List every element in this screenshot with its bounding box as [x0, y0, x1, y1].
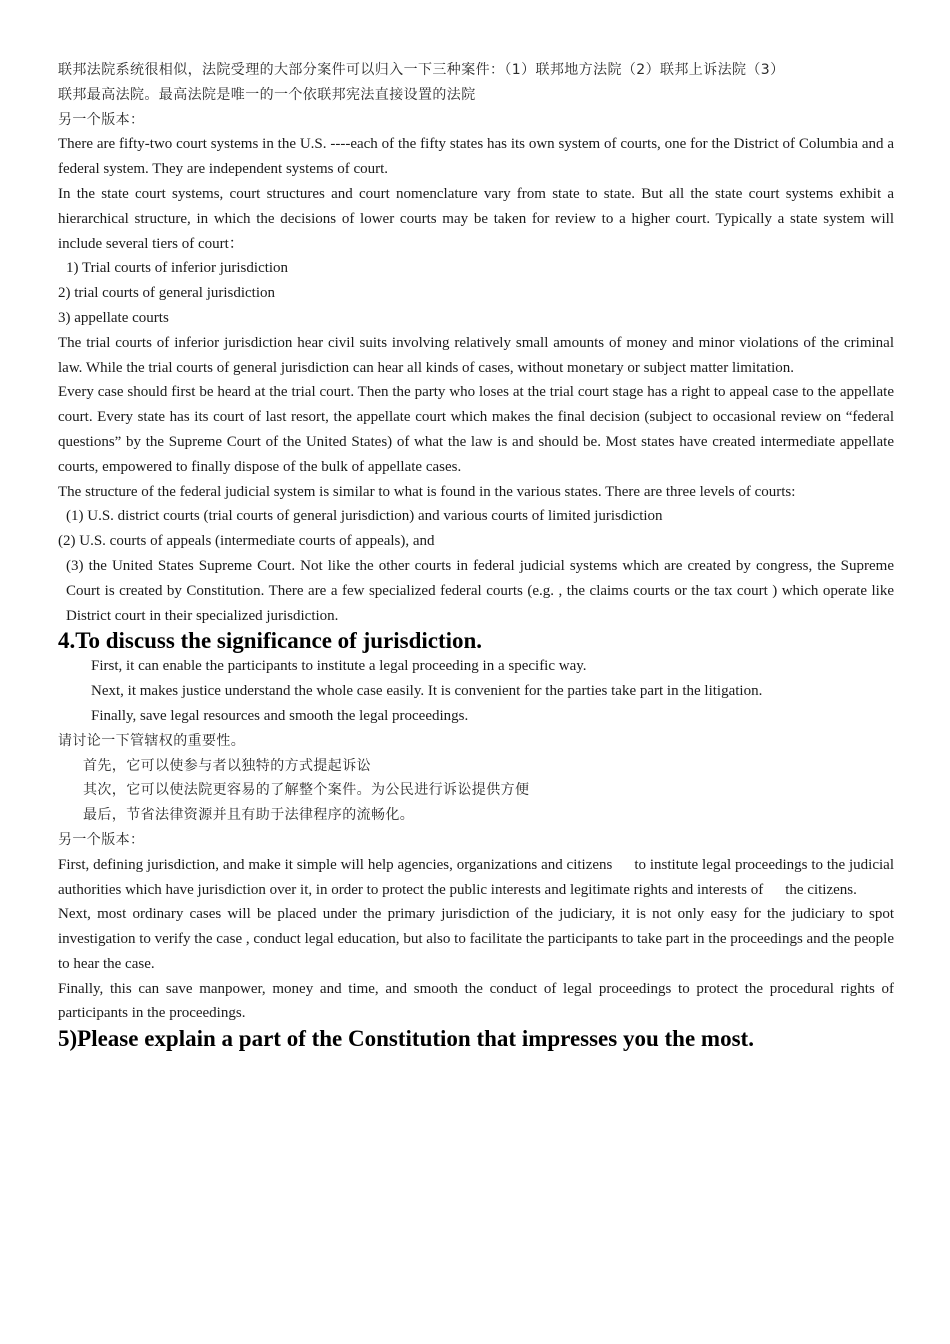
zh-title: 请讨论一下管辖权的重要性。 — [58, 732, 246, 749]
zh-intro-line-1: 联邦法院系统很相似，法院受理的大部分案件可以归入一下三种案件：（1）联邦地方法院（2）联邦上诉法院（3） — [58, 62, 785, 78]
zh-point-next: 其次，它可以使法院更容易的了解整个案件。为公民进行诉讼提供方便 — [83, 782, 530, 799]
en-point-first: First, it can enable the participants to institute a legal proceeding in a specific way. — [91, 658, 587, 675]
en-point-next: Next, it makes justice understand the whole case easily. It is convenient for the parties take part in the litigation. — [91, 683, 763, 700]
zh-intro-line-2: 联邦最高法院。最高法院是唯一的一个依联邦宪法直接设置的法院 — [58, 86, 476, 103]
alt-paragraph-first — [58, 853, 894, 903]
alt-paragraph-next: Next, most ordinary cases will be placed under the primary jurisdiction of the judiciary, it is not only easy for the judiciary to spot investigation to verify the case , conduct legal education, but also to facilitate the participants to take part in the proceedings and the people to hear the case. — [58, 906, 894, 972]
alt-version-label-2: 另一个版本： — [58, 831, 145, 848]
en-point-finally: Finally, save legal resources and smooth the legal proceedings. — [91, 707, 469, 724]
tier-item-3: 3) appellate courts — [58, 309, 169, 326]
paragraph-appeals: Every case should first be heard at the trial court. Then the party who loses at the trial court stage has a right to appeal case to the appellate court. Every state has its court of last resort, the appellate court which makes the final decision (subject to occasional review on “federal questions” by the Supreme Court of the United States) of what the law is and should be. Most states have created intermediate appellate courts, empowered to finally dispose of the bulk of appellate cases. — [58, 384, 894, 475]
zh-point-first: 首先，它可以使参与者以独特的方式提起诉讼 — [83, 757, 371, 774]
alt-paragraph-finally: Finally, this can save manpower, money and time, and smooth the conduct of legal proceedings to protect the procedural rights of participants in the proceedings. — [58, 980, 894, 1022]
alt-para1-part-a: First, defining jurisdiction, and make it simple will help agencies, organizations and citizens — [58, 856, 613, 873]
section-5-heading: 5)Please explain a part of the Constitution that impresses you the most. — [58, 1026, 754, 1052]
paragraph-state-structure: In the state court systems, court structures and court nomenclature vary from state to state. But all the state court systems exhibit a hierarchical structure, in which the decisions of lower courts may be taken for review to a higher court. Typically a state system will include several tiers of court： — [58, 185, 894, 252]
document-page — [58, 58, 894, 1052]
paragraph-court-systems: There are fifty-two court systems in the U.S. ----each of the fifty states has its own system of courts, one for the District of Columbia and a federal system. They are independent systems of court. — [58, 136, 894, 178]
tier-item-1: 1) Trial courts of inferior jurisdiction — [66, 260, 289, 277]
federal-level-2: (2) U.S. courts of appeals (intermediate courts of appeals), and — [58, 533, 435, 550]
tier-item-2: 2) trial courts of general jurisdiction — [58, 285, 276, 302]
paragraph-federal-structure: The structure of the federal judicial system is similar to what is found in the various states. There are three levels of courts: — [58, 483, 796, 500]
federal-level-1: (1) U.S. district courts (trial courts of general jurisdiction) and various courts of limited jurisdiction — [66, 508, 663, 525]
alt-para1-part-c: the citizens. — [785, 881, 857, 898]
federal-level-3: (3) the United States Supreme Court. Not like the other courts in federal judicial systems which are created by congress, the Supreme Court is created by Constitution. There are a few specialized federal courts (e.g. , the claims courts or the tax court ) which operate like District court in their specialized jurisdiction. — [66, 557, 894, 624]
zh-point-finally: 最后，节省法律资源并且有助于法律程序的流畅化。 — [83, 807, 415, 824]
alt-para1-part-b: to institute legal proceedings to the judicial authorities which have jurisdiction over it, in order to protect the public interests and legitimate rights and interests of — [58, 856, 894, 898]
paragraph-trial-courts: The trial courts of inferior jurisdiction hear civil suits involving relatively small amounts of money and minor violations of the criminal law. While the trial courts of general jurisdiction can hear all kinds of cases, without monetary or subject matter limitation. — [58, 334, 894, 376]
section-4-heading: 4.To discuss the significance of jurisdiction. — [58, 628, 483, 654]
alt-version-label: 另一个版本： — [58, 111, 145, 128]
